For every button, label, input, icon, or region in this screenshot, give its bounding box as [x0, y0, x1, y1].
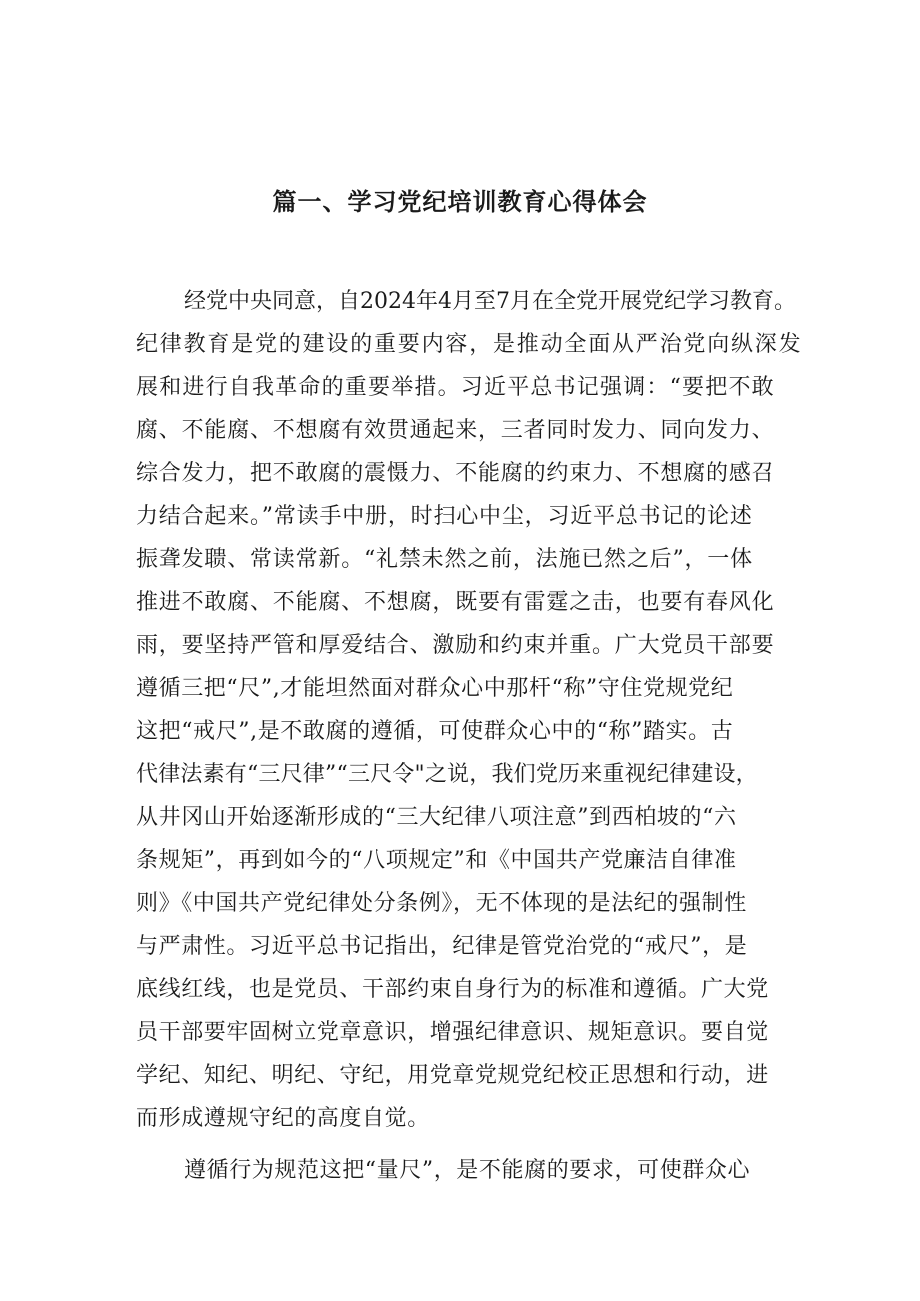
body-line: 遵循三把“尺”,才能坦然面对群众心中那杆“称”守住党规党纪 [136, 676, 734, 701]
body-line: 学纪、知纪、明纪、守纪，用党章党规党纪校正思想和行动，进 [136, 1063, 769, 1088]
document-title: 篇一、学习党纪培训教育心得体会 [272, 188, 648, 216]
body-line: 综合发力，把不敢腐的震慑力、不能腐的约束力、不想腐的感召 [136, 461, 775, 486]
body-line: 经党中央同意，自2024年4月至7月在全党开展党纪学习教育。 [184, 289, 796, 314]
body-line: 条规矩”，再到如今的“八项规定”和《中国共产党廉洁自律准 [136, 848, 737, 873]
body-line: 这把“戒尺”,是不敢腐的遵循，可使群众心中的“称”踏实。古 [136, 719, 734, 744]
body-line: 代律法素有“三尺律”“三尺令"之说，我们党历来重视纪律建设， [136, 762, 758, 787]
body-line: 则》《中国共产党纪律处分条例》，无不体现的是法纪的强制性 [136, 891, 747, 916]
body-line: 振聋发聩、常读常新。“礼禁未然之前，法施已然之后”，一体 [136, 547, 753, 572]
body-line: 从井冈山开始逐渐形成的“三大纪律八项注意”到西柏坡的“六 [136, 805, 737, 830]
body-line: 遵循行为规范这把“量尺”，是不能腐的要求，可使群众心 [184, 1158, 751, 1183]
body-line: 雨，要坚持严管和厚爱结合、激励和约束并重。广大党员干部要 [136, 633, 775, 658]
body-line: 纪律教育是党的建设的重要内容，是推动全面从严治党向纵深发 [136, 332, 803, 357]
body-line: 而形成遵规守纪的高度自觉。 [136, 1106, 430, 1131]
body-line: 与严肃性。习近平总书记指出，纪律是管党治党的“戒尺”，是 [136, 934, 748, 959]
body-line: 员干部要牢固树立党章意识，增强纪律意识、规矩意识。要自觉 [136, 1020, 769, 1045]
body-line: 推进不敢腐、不能腐、不想腐，既要有雷霆之击，也要有春风化 [136, 590, 775, 615]
body-line: 展和进行自我革命的重要举措。习近平总书记强调：“要把不敢 [136, 375, 775, 400]
body-line: 腐、不能腐、不想腐有效贯通起来，三者同时发力、同向发力、 [136, 418, 775, 443]
body-line: 底线红线，也是党员、干部约束自身行为的标准和遵循。广大党 [136, 977, 769, 1002]
body-line: 力结合起来。”常读手中册，时扫心中尘，习近平总书记的论述 [136, 504, 753, 529]
